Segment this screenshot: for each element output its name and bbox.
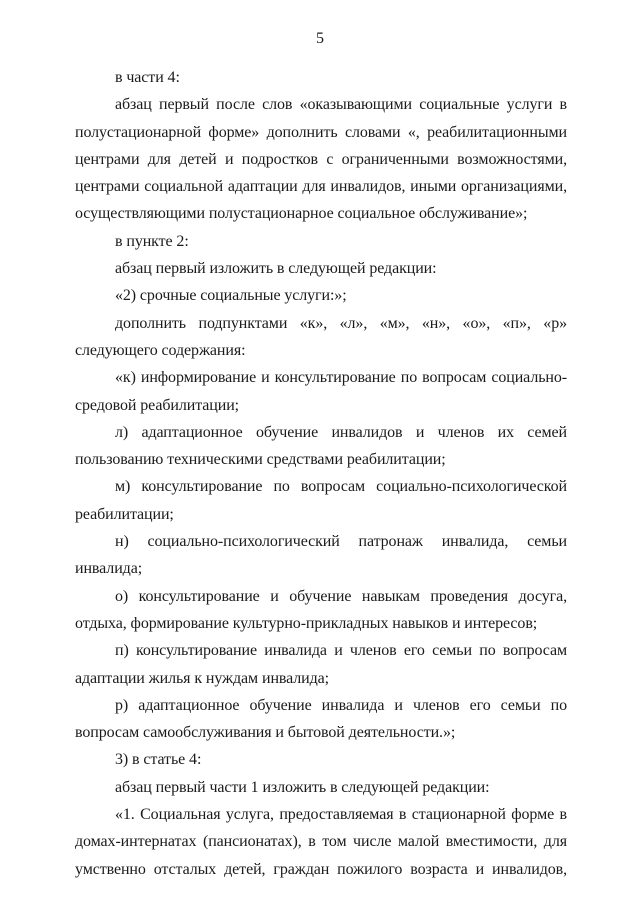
paragraph: «к) информирование и консультирование по вопросам социально-средовой реабилитации; [75, 369, 567, 414]
paragraph: в пункте 2: [115, 232, 189, 250]
paragraph: 3) в статье 4: [115, 751, 202, 769]
paragraph: м) консультирование по вопросам социально-психологической реабилитации; [75, 478, 567, 523]
paragraph: абзац первый после слов «оказывающими социальные услуги в полустационарной форме» дополнить словами «, реабилитационными центрами для детей и подростков с ограниченными возможностями, центрами социальной адаптации для инвалидов, иными организациями, осуществляющими полустационарное социальное обслуживание»; [75, 96, 567, 223]
paragraph: о) консультирование и обучение навыкам проведения досуга, отдыха, формирование культурно-прикладных навыков и интересов; [75, 587, 567, 632]
page-number: 5 [316, 30, 324, 47]
paragraph: «2) срочные социальные услуги:»; [115, 287, 347, 305]
paragraph: н) социально-психологический патронаж инвалида, семьи инвалида; [75, 533, 567, 578]
paragraph: абзац первый изложить в следующей редакции: [115, 260, 437, 278]
paragraph: л) адаптационное обучение инвалидов и членов их семей пользованию техническими средствами реабилитации; [75, 423, 567, 469]
document-body [75, 64, 567, 883]
paragraph: п) консультирование инвалида и членов его семьи по вопросам адаптации жилья к нуждам инвалида; [75, 642, 567, 687]
paragraph: абзац первый части 1 изложить в следующей редакции: [115, 778, 490, 796]
paragraph: «1. Социальная услуга, предоставляемая в стационарной форме в домах-интернатах (пансионатах), в том числе малой вместимости, для умственно отсталых детей, граждан пожилого возраста и инвалидов, [75, 806, 567, 878]
paragraph: дополнить подпунктами «к», «л», «м», «н», «о», «п», «р» следующего содержания: [75, 314, 567, 359]
paragraph: р) адаптационное обучение инвалида и членов его семьи по вопросам самообслуживания и бытовой деятельности.»; [75, 696, 567, 742]
paragraph: в части 4: [115, 69, 180, 86]
